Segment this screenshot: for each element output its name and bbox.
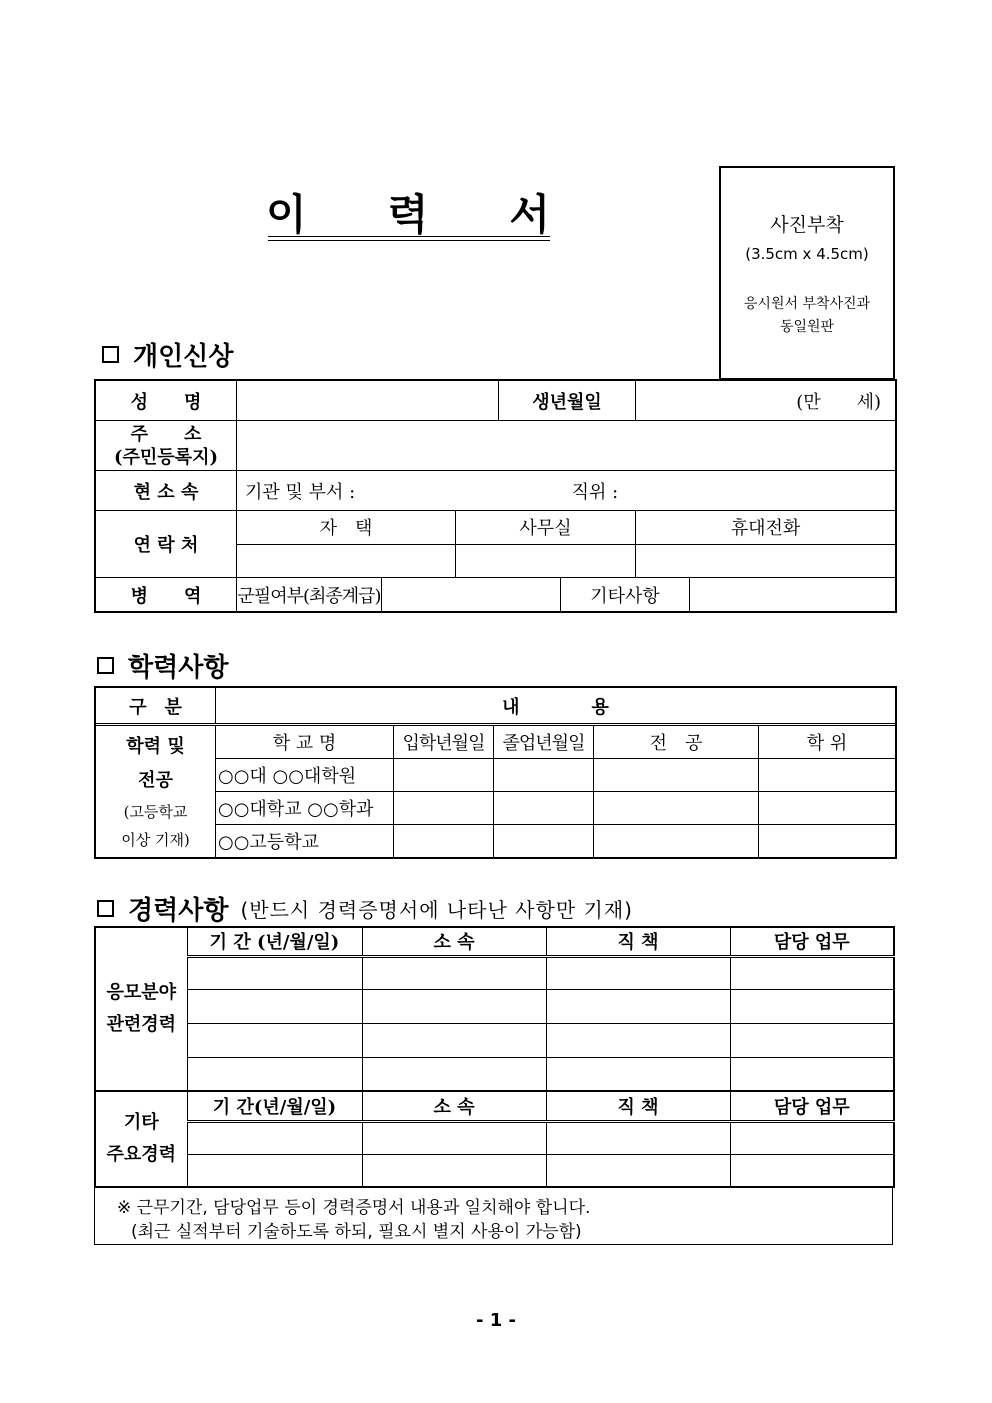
major-cell[interactable] bbox=[594, 792, 759, 825]
admission-date-cell[interactable] bbox=[394, 825, 494, 858]
name-field[interactable] bbox=[237, 381, 499, 421]
address-label bbox=[96, 421, 237, 471]
table-row bbox=[96, 759, 896, 792]
education-label-line3: (고등학교 bbox=[123, 802, 188, 821]
education-label-line1: 학력 및 bbox=[126, 735, 185, 757]
position-cell[interactable] bbox=[546, 1154, 730, 1187]
education-label-line2: 전공 bbox=[138, 769, 173, 791]
section-personal-title: 개인신상 bbox=[133, 342, 234, 372]
degree-cell[interactable] bbox=[759, 792, 896, 825]
duty-cell[interactable] bbox=[730, 989, 894, 1023]
position-cell[interactable] bbox=[546, 956, 730, 989]
table-row bbox=[96, 825, 896, 858]
section-personal-heading bbox=[102, 336, 233, 373]
checkbox-icon bbox=[102, 346, 119, 363]
table-row bbox=[95, 1023, 894, 1057]
title-underline bbox=[268, 236, 550, 237]
section-education-title: 학력사항 bbox=[128, 653, 229, 683]
school-name-header: 학 교 명 bbox=[216, 725, 394, 759]
section-career-subtitle: (반드시 경력증명서에 나타난 사항만 기재) bbox=[240, 898, 633, 922]
age-text: (만 세) bbox=[796, 391, 882, 413]
graduation-date-cell[interactable] bbox=[494, 825, 594, 858]
period-cell[interactable] bbox=[187, 1023, 362, 1057]
home-phone-field[interactable] bbox=[237, 545, 456, 578]
org-text: 기관 및 부서 : bbox=[245, 481, 356, 503]
period-cell[interactable] bbox=[187, 1057, 362, 1091]
other-career-line2: 주요경력 bbox=[106, 1144, 177, 1165]
section-education-heading bbox=[97, 647, 228, 684]
admission-date-header: 입학년월일 bbox=[394, 725, 494, 759]
graduation-date-cell[interactable] bbox=[494, 759, 594, 792]
military-status-label: 군필여부(최종계급) bbox=[237, 578, 382, 612]
other-career-line1: 기타 bbox=[123, 1112, 159, 1133]
position-text: 직위 : bbox=[571, 481, 619, 503]
content-header: 내 용 bbox=[216, 688, 896, 725]
education-row-label bbox=[96, 725, 216, 858]
other-label: 기타사항 bbox=[561, 578, 690, 612]
category-header: 구 분 bbox=[96, 688, 216, 725]
title-char-2: 력 bbox=[387, 190, 429, 239]
related-career-line1: 응모분야 bbox=[106, 982, 177, 1003]
position-header: 직 책 bbox=[546, 1091, 730, 1121]
organization-cell[interactable] bbox=[362, 956, 546, 989]
degree-cell[interactable] bbox=[759, 825, 896, 858]
address-label-main: 주 소 bbox=[130, 423, 202, 445]
major-cell[interactable] bbox=[594, 825, 759, 858]
period-cell[interactable] bbox=[187, 956, 362, 989]
office-header: 사무실 bbox=[456, 511, 636, 545]
duty-cell[interactable] bbox=[730, 956, 894, 989]
organization-header: 소 속 bbox=[362, 927, 546, 956]
school-name-cell[interactable]: ○○고등학교 bbox=[216, 825, 394, 858]
duty-cell[interactable] bbox=[730, 1057, 894, 1091]
organization-cell[interactable] bbox=[362, 1057, 546, 1091]
office-phone-field[interactable] bbox=[456, 545, 636, 578]
admission-date-cell[interactable] bbox=[394, 792, 494, 825]
position-cell[interactable] bbox=[546, 1121, 730, 1154]
table-row bbox=[96, 792, 896, 825]
table-row bbox=[95, 956, 894, 989]
career-note-line1: ※ 근무기간, 담당업무 등이 경력증명서 내용과 일치해야 합니다. bbox=[117, 1198, 591, 1218]
school-name-cell[interactable]: ○○대 ○○대학원 bbox=[216, 759, 394, 792]
personal-table bbox=[95, 380, 896, 612]
title-underline-double bbox=[268, 240, 550, 241]
title-char-1: 이 bbox=[266, 190, 307, 239]
duty-header: 담당 업무 bbox=[730, 1091, 894, 1121]
period-header: 기 간(년/월/일) bbox=[187, 1091, 362, 1121]
organization-cell[interactable] bbox=[362, 1154, 546, 1187]
affiliation-field[interactable] bbox=[237, 471, 896, 511]
table-row bbox=[95, 1057, 894, 1091]
organization-cell[interactable] bbox=[362, 1023, 546, 1057]
birth-label: 생년월일 bbox=[499, 381, 636, 421]
admission-date-cell[interactable] bbox=[394, 759, 494, 792]
period-cell[interactable] bbox=[187, 989, 362, 1023]
related-career-line2: 관련경력 bbox=[106, 1014, 177, 1035]
period-header: 기 간 (년/월/일) bbox=[187, 927, 362, 956]
degree-header: 학 위 bbox=[759, 725, 896, 759]
address-field[interactable] bbox=[237, 421, 896, 471]
other-field[interactable] bbox=[690, 578, 896, 612]
photo-box[interactable] bbox=[719, 166, 895, 380]
related-career-label bbox=[95, 927, 187, 1091]
document-title bbox=[266, 186, 550, 238]
home-header: 자 택 bbox=[237, 511, 456, 545]
graduation-date-cell[interactable] bbox=[494, 792, 594, 825]
affiliation-label: 현 소 속 bbox=[96, 471, 237, 511]
education-label-line4: 이상 기재) bbox=[121, 830, 190, 849]
period-cell[interactable] bbox=[187, 1154, 362, 1187]
section-career-title: 경력사항 bbox=[128, 896, 229, 926]
name-label: 성 명 bbox=[96, 381, 237, 421]
graduation-date-header: 졸업년월일 bbox=[494, 725, 594, 759]
checkbox-icon bbox=[97, 900, 114, 917]
position-cell[interactable] bbox=[546, 1057, 730, 1091]
duty-header: 담당 업무 bbox=[730, 927, 894, 956]
period-cell[interactable] bbox=[187, 1121, 362, 1154]
photo-note bbox=[721, 293, 893, 339]
major-cell[interactable] bbox=[594, 759, 759, 792]
career-table bbox=[94, 926, 895, 1188]
position-header: 직 책 bbox=[546, 927, 730, 956]
organization-cell[interactable] bbox=[362, 989, 546, 1023]
duty-cell[interactable] bbox=[730, 1023, 894, 1057]
mobile-header: 휴대전화 bbox=[636, 511, 896, 545]
photo-size: (3.5cm x 4.5cm) bbox=[745, 245, 869, 263]
position-cell[interactable] bbox=[546, 989, 730, 1023]
address-label-sub: (주민등록지) bbox=[114, 446, 218, 468]
title-char-3: 서 bbox=[509, 190, 550, 239]
checkbox-icon bbox=[97, 657, 114, 674]
school-name-cell[interactable]: ○○대학교 ○○학과 bbox=[216, 792, 394, 825]
duty-cell[interactable] bbox=[730, 1154, 894, 1187]
table-row bbox=[95, 1154, 894, 1187]
section-career-heading bbox=[97, 890, 633, 927]
career-note bbox=[94, 1188, 893, 1245]
military-label: 병 역 bbox=[96, 578, 237, 612]
education-table bbox=[95, 687, 896, 858]
organization-header: 소 속 bbox=[362, 1091, 546, 1121]
organization-cell[interactable] bbox=[362, 1121, 546, 1154]
mobile-phone-field[interactable] bbox=[636, 545, 896, 578]
table-row bbox=[95, 1121, 894, 1154]
page-number: - 1 - bbox=[476, 1310, 516, 1331]
other-career-label bbox=[95, 1091, 187, 1187]
photo-note-line1: 응시원서 부착사진과 bbox=[743, 296, 871, 312]
photo-label: 사진부착 bbox=[770, 214, 844, 236]
birth-field[interactable] bbox=[636, 381, 896, 421]
career-note-line2: (최근 실적부터 기술하도록 하되, 필요시 별지 사용이 가능함) bbox=[131, 1222, 582, 1242]
military-status-field[interactable] bbox=[382, 578, 561, 612]
contact-label: 연 락 처 bbox=[96, 511, 237, 578]
degree-cell[interactable] bbox=[759, 759, 896, 792]
major-header: 전 공 bbox=[594, 725, 759, 759]
photo-note-line2: 동일원판 bbox=[779, 319, 835, 335]
position-cell[interactable] bbox=[546, 1023, 730, 1057]
table-row bbox=[95, 989, 894, 1023]
duty-cell[interactable] bbox=[730, 1121, 894, 1154]
